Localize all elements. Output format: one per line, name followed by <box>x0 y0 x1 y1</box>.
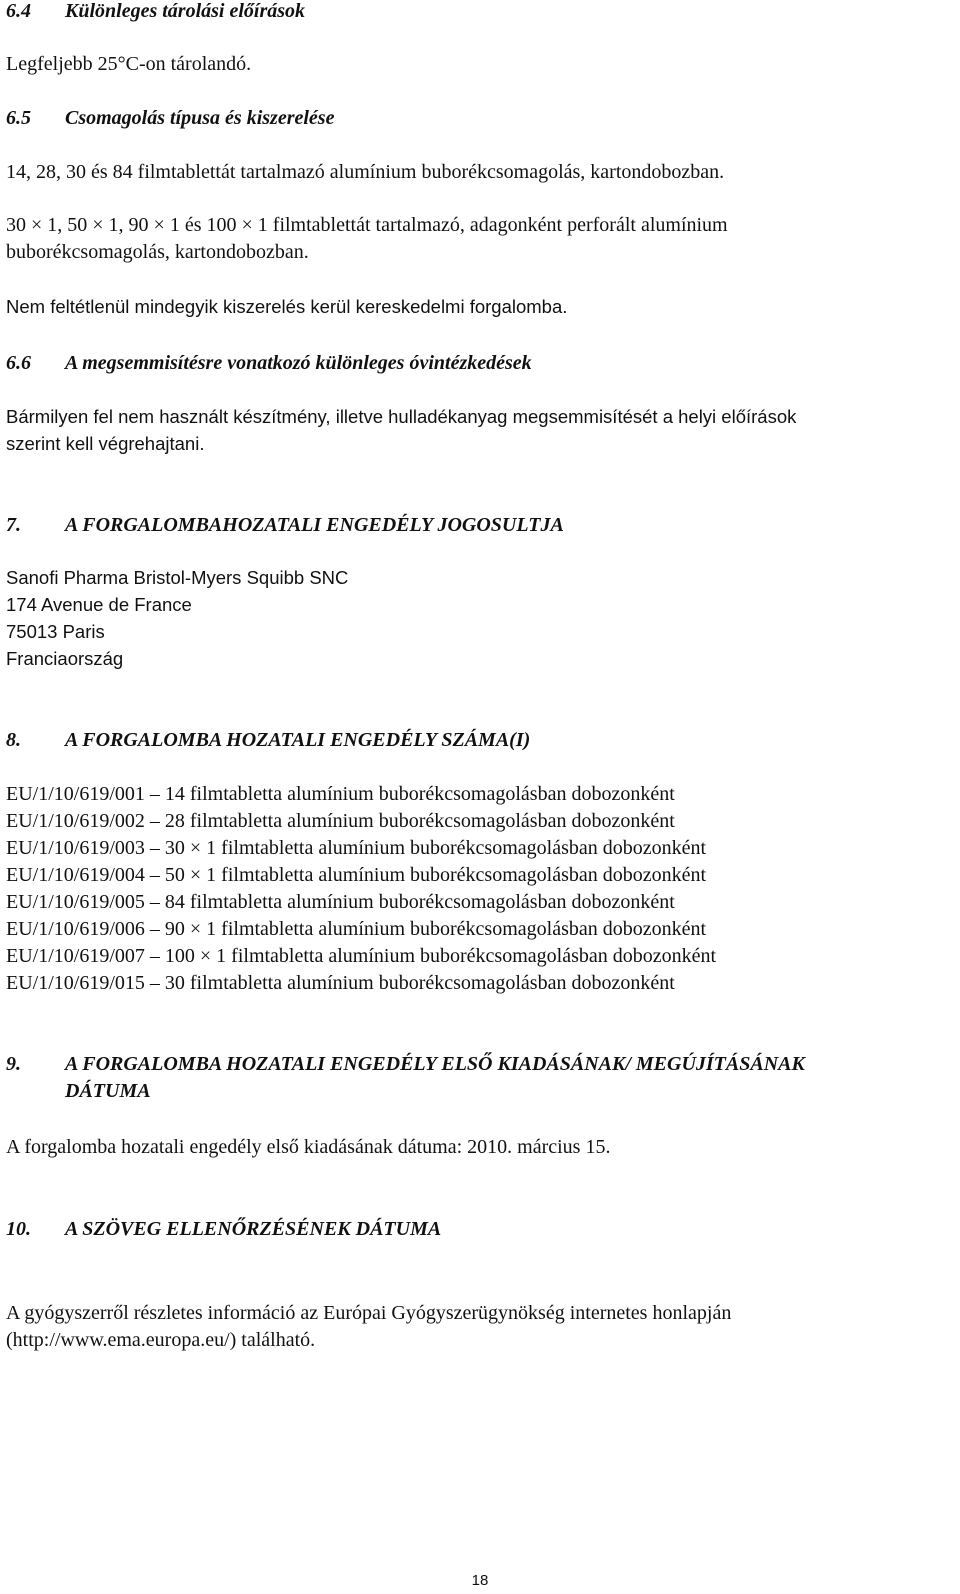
info-text-line2: (http://www.ema.europa.eu/) található. <box>6 1329 316 1351</box>
section-8-title: A FORGALOMBA HOZATALI ENGEDÉLY SZÁMA(I) <box>65 729 531 751</box>
auth-number-item: EU/1/10/619/002 – 28 filmtabletta alumínium buborékcsomagolásban dobozonként <box>6 810 675 832</box>
holder-address: 174 Avenue de France <box>6 594 192 615</box>
auth-number-item: EU/1/10/619/005 – 84 filmtabletta alumínium buborékcsomagolásban dobozonként <box>6 891 675 913</box>
section-7-number: 7. <box>6 514 21 536</box>
section-9-number: 9. <box>6 1053 21 1075</box>
auth-number-item: EU/1/10/619/003 – 30 × 1 filmtabletta alumínium buborékcsomagolásban dobozonként <box>6 837 707 859</box>
section-10-title: A SZÖVEG ELLENŐRZÉSÉNEK DÁTUMA <box>65 1218 442 1240</box>
info-text-line1: A gyógyszerről részletes információ az Európai Gyógyszerügynökség internetes honlapján <box>6 1302 732 1324</box>
disposal-text-line1: Bármilyen fel nem használt készítmény, illetve hulladékanyag megsemmisítését a helyi előírások <box>6 406 797 427</box>
section-9-title-line2: DÁTUMA <box>65 1080 151 1102</box>
section-6-6-number: 6.6 <box>6 352 31 374</box>
holder-country: Franciaország <box>6 648 124 669</box>
page-number: 18 <box>471 1572 489 1589</box>
section-6-6-title: A megsemmisítésre vonatkozó különleges óvintézkedések <box>65 352 532 374</box>
package-text-2-line2: buborékcsomagolás, kartondobozban. <box>6 241 309 263</box>
disposal-text-line2: szerint kell végrehajtani. <box>6 433 205 454</box>
section-10-number: 10. <box>6 1218 31 1240</box>
auth-number-item: EU/1/10/619/001 – 14 filmtabletta alumínium buborékcsomagolásban dobozonként <box>6 783 675 805</box>
package-text-2-line1: 30 × 1, 50 × 1, 90 × 1 és 100 × 1 filmtablettát tartalmazó, adagonként perforált alumínium <box>6 214 728 236</box>
section-6-4-title: Különleges tárolási előírások <box>65 0 306 22</box>
auth-number-item: EU/1/10/619/015 – 30 filmtabletta alumínium buborékcsomagolásban dobozonként <box>6 972 675 994</box>
holder-city: 75013 Paris <box>6 621 105 642</box>
section-7-title: A FORGALOMBAHOZATALI ENGEDÉLY JOGOSULTJA <box>65 514 564 536</box>
storage-text: Legfeljebb 25°C-on tárolandó. <box>6 53 252 75</box>
package-text-3: Nem feltétlenül mindegyik kiszerelés kerül kereskedelmi forgalomba. <box>6 296 568 317</box>
auth-number-item: EU/1/10/619/004 – 50 × 1 filmtabletta alumínium buborékcsomagolásban dobozonként <box>6 864 707 886</box>
section-6-4-number: 6.4 <box>6 0 31 22</box>
holder-name: Sanofi Pharma Bristol-Myers Squibb SNC <box>6 567 349 588</box>
auth-number-item: EU/1/10/619/007 – 100 × 1 filmtabletta alumínium buborékcsomagolásban dobozonként <box>6 945 717 967</box>
section-6-5-title: Csomagolás típusa és kiszerelése <box>65 107 335 129</box>
section-9-title-line1: A FORGALOMBA HOZATALI ENGEDÉLY ELSŐ KIADÁSÁNAK/ MEGÚJÍTÁSÁNAK <box>65 1053 805 1075</box>
package-text-1: 14, 28, 30 és 84 filmtablettát tartalmazó alumínium buborékcsomagolás, kartondobozban. <box>6 161 725 183</box>
auth-number-item: EU/1/10/619/006 – 90 × 1 filmtabletta alumínium buborékcsomagolásban dobozonként <box>6 918 707 940</box>
section-8-number: 8. <box>6 729 21 751</box>
section-6-5-number: 6.5 <box>6 107 31 129</box>
first-authorisation-date: A forgalomba hozatali engedély első kiadásának dátuma: 2010. március 15. <box>6 1136 611 1158</box>
